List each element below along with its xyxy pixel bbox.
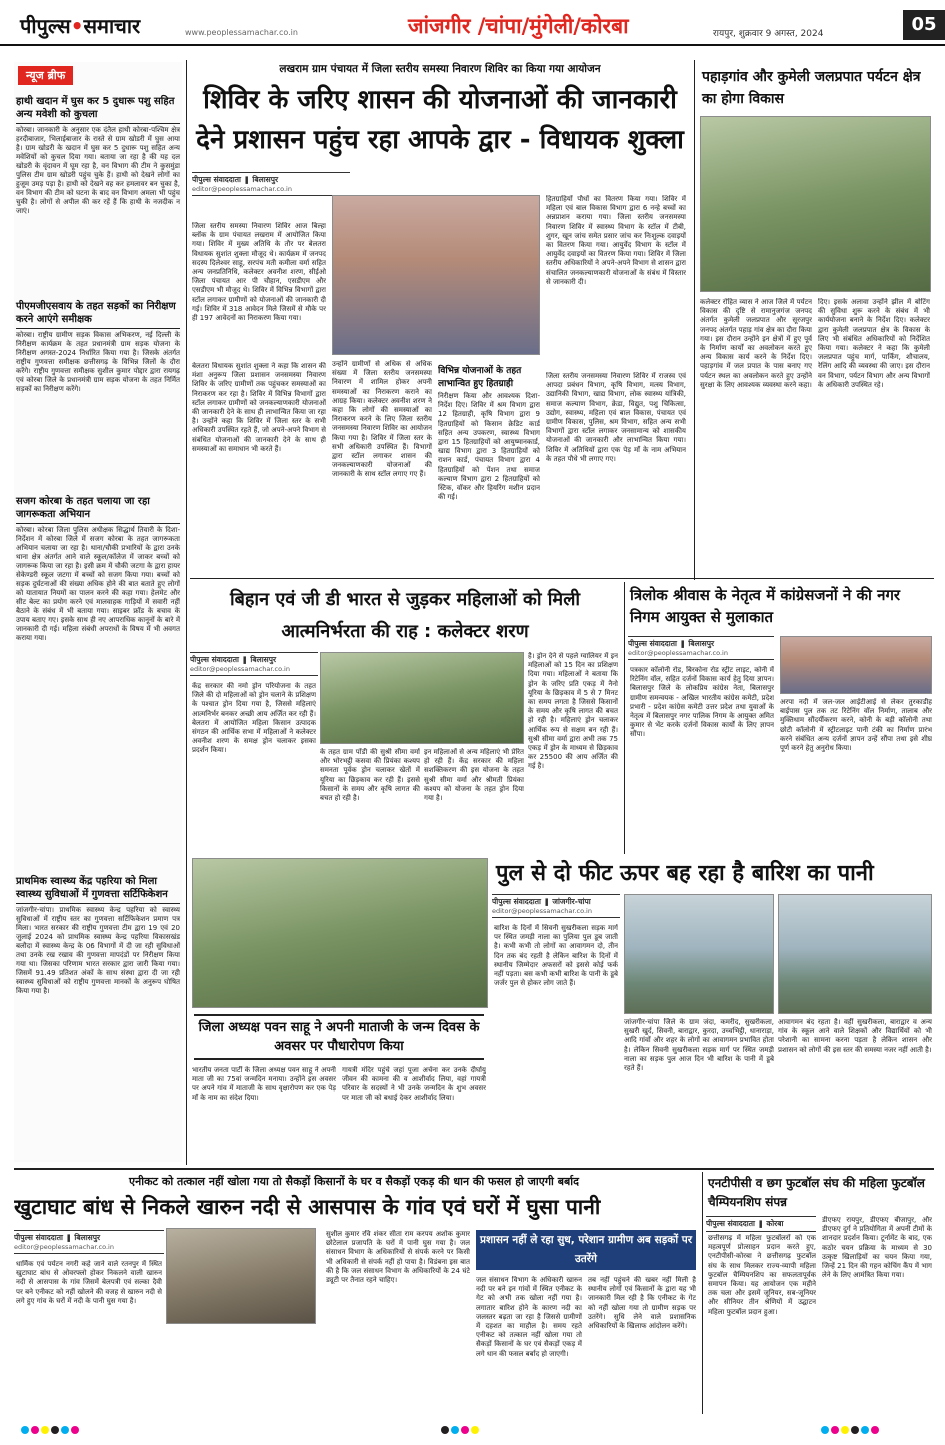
column-divider <box>702 1172 703 1414</box>
pul-story <box>492 856 934 1166</box>
brief-item <box>14 294 182 489</box>
bihan-col-4: है। ड्रोन देने से पहले ग्वालियर में इन महिलाओं को 15 दिन का प्रशिक्षण दिया गया। महिलाओं ने बताया कि ड्रोन के जरिए प्रति एकड़ में नैनो यूरिया के छिड़काव में 5 से 7 मिनट का समय लगता है जिससे किसानों के समय और कृषि लागत की बचत हो रही है। महिलाएं ड्रोन चलाकर आर्थिक रूप से सक्षम बन रही हैं। सुश्री सीमा वर्मा द्वारा अभी तक 75 एकड़ में ड्रोन के माध्यम से छिड़काव कर 25500 की आय अर्जित की गई है। <box>528 652 618 771</box>
khutaghat-col-1: धार्मिक एवं पर्यटन नगरी कहे जाने वाले रतनपुर में स्थित खुटाघाट बांध से ओवरफ्लो होकर निकलने वाली खारुन नदी से आसपास के गांव जिसमें बेलपत्री एवं सल्का दैवी पर बने एनीकट को नहीं खोलने की वजह से खारुन नदी से लगे हुए गांव के घरों में नदी के पानी घुस गया है। <box>16 1260 162 1305</box>
lead-col-3 <box>438 360 540 574</box>
pul-byline <box>492 894 620 918</box>
bihan-col-1: केंद्र सरकार की नमो ड्रोन परियोजना के तहत जिले की दो महिलाओं को ड्रोन चलाने के प्रशिक्षण के पश्चात ड्रोन दिया गया है, जिससे महिलाएं आत्मनिर्भर बनकर अच्छी आय अर्जित कर रही हैं। बेलतरा में आयोजित महिला किसान उत्पादक संगठन की आर्थिक सभा में महिलाओं ने कलेक्टर अवनीश शरण के समक्ष ड्रोन चलाकर इसका प्रदर्शन किया। <box>192 682 316 755</box>
bihan-byline <box>190 652 318 676</box>
football-story <box>706 1172 934 1414</box>
registration-dots-right <box>820 1416 880 1438</box>
football-byline-block <box>706 1216 816 1232</box>
pawan-story <box>190 856 488 1166</box>
section-rule <box>14 1168 934 1170</box>
brief-title: प्राथमिक स्वास्थ्य केंद्र पहरिया को मिला स्वास्थ्य सुविधाओं में गुणवत्ता सर्टिफिकेशन <box>16 875 180 904</box>
pul-byline-block <box>492 894 620 918</box>
pul-col-1: बारिश के दिनों में सिवनी सुखरीकला सड़क मार्ग पर स्थित जमड़ी नाला का पुलिया पुल डूब जाती है। कभी कभी तो लोगों का आवागमन दो, तीन दिन तक बंद रहती है लेकिन बारिश के दिनों में स्थानीय जिम्मेदार अफसरों को इससे कोई फर्क नहीं पड़ता। बस कभी कभी बारिश के पानी के डूबे जर्जर पुल से होकर लोग जाते हैं। <box>494 924 618 988</box>
news-brief-sidebar <box>14 62 182 1162</box>
trilok-byline <box>628 636 774 660</box>
brief-body: जांजगीर-चांपा। प्राथमिक स्वास्थ्य केन्द्र पहरिया को स्वास्थ्य सुविधाओं में राष्ट्रीय स्तर का गुणवत्ता सर्टिफिकेशन प्रमाण पत्र मिला। भारत सरकार की राष्ट्रीय गुणवत्ता टीम द्वारा 19 एवं 20 जुलाई 2024 को प्राथमिक स्वास्थ्य केन्द्र पहरिया विकासखंड बलौदा में स्वास्थ्य केन्द्र के 06 विभागों में दी जा रही सुविधाओं तथा उनके रख रखाव की गुणवत्ता मापदंडों पर निरीक्षण किया गया था। जिसका परिणाम भारत सरकार द्वारा जारी किया गया। जिसमें 91.49 प्रतिशत अंकों के साथ संस्था द्वारा दी जा रही स्वास्थ्य सुविधाओं को राष्ट्रीय गुणवत्ता मानकों के अनुरूप घोषित किया गया है। <box>16 906 180 995</box>
brand-name-b: समाचार <box>83 14 141 38</box>
pul-email[interactable]: editor@peoplessamachar.co.in <box>492 907 592 915</box>
lead-subhead: विभिन्न योजनाओं के तहत लाभान्वित हुए हितग्राही <box>438 366 522 389</box>
lead-byline-block <box>192 172 350 196</box>
trilok-photo <box>780 636 932 694</box>
khutaghat-photo <box>166 1228 316 1324</box>
brief-item <box>14 869 182 1139</box>
bihan-headline: बिहान एवं जी डी भारत से जुड़कर महिलाओं को मिली आत्मनिर्भरता की राह : कलेक्टर शरण <box>229 589 581 642</box>
pul-col-3: आवागमन बंद रहता है। वहीं सुखरीकला, बाराद्वार व अन्य गांव के स्कूल आने वाले शिक्षकों और विद्यार्थियों को भी परेशानी का सामना करना पड़ता है लेकिन शासन और प्रशासन को लोगों की इस स्तर की समस्या नजर नहीं आती है। <box>778 1018 932 1054</box>
column-divider <box>694 60 695 580</box>
lead-story <box>190 60 690 575</box>
trilok-email[interactable]: editor@peoplessamachar.co.in <box>628 649 728 657</box>
brief-item <box>14 489 182 869</box>
brand-separator: • <box>70 14 84 38</box>
football-byline: पीपुल्स संवाददाता ❚ कोरबा <box>706 1216 816 1232</box>
pahadgaon-col-2: दिए। इसके अलावा उन्होंने झील में बोटिंग की सुविधा शुरू करने के संबंध में भी कार्ययोजना बनाने के निर्देश दिए। कलेक्टर द्वारा कुमेली जलप्रपात क्षेत्र के विकास के लिए भी संबंधित अधिकारियों को निर्देशित किया गया। कलेक्टर ने कहा कि कुमेली जलप्रपात पहुंच मार्ग, पार्किंग, शौचालय, रेलिंग आदि की व्यवस्था की जाए। इस दौरान वन विभाग, पर्यटन विभाग और अन्य विभागों के अधिकारी उपस्थित रहे। <box>818 298 930 389</box>
lead-col-1: जिला स्तरीय समस्या निवारण शिविर आज बिल्हा ब्लॉक के ग्राम पंचायत लखराम में आयोजित किया गया। शिविर में मुख्य अतिथि के तौर पर बेलतरा विधायक सुशांत शुक्ला मौजूद थे। कार्यक्रम में जनपद सदस्य दिलेश्वर साहू, सरपंच मती कमीला वर्मा सहित अन्य जनप्रतिनिधि, कलेक्टर अवनीश शरण, सीईओ जिला पंचायत आर पी चौहान, एसडीएम और एसडीएम भी मौजूद थे। शिविर में विभिन्न विभागों द्वारा स्टॉल लगाकर ग्रामीणों को योजनाओं की जानकारी दी गई। शिविर में 318 आवेदन मिले जिसमें से मौके पर ही 197 आवेदनों का निराकरण किया गया। <box>192 222 326 323</box>
lead-email[interactable]: editor@peoplessamachar.co.in <box>192 185 292 193</box>
khutaghat-kicker: एनीकट को तत्काल नहीं खोला गया तो सैकड़ों किसानों के घर व सैकड़ों एकड़ की धान की फसल हो जाएगी बर्बाद <box>129 1175 579 1188</box>
lead-col-2: उन्होंने ग्रामीणों से अधिक से अधिक संख्या में जिला स्तरीय जनसमस्या निवारण में शामिल होकर अपनी समस्याओं का निराकरण कराने का आग्रह किया। कलेक्टर अवनीश शरण ने कहा कि लोगों की समस्याओं का निराकरण करने के लिए जिला स्तरीय जनसमस्या निवारण शिविर का आयोजन किया गया है। शिविर में जिला स्तर के सभी अधिकारी उपस्थित हैं। विभागों द्वारा स्टॉल लगाकर शासन की जनकल्याणकारी योजनाओं की जानकारी के साथ स्टॉल लगाए गए हैं। <box>332 360 432 479</box>
khutaghat-story <box>14 1172 698 1414</box>
bihan-byline-text: पीपुल्स संवाददाता ❚ बिलासपुर <box>190 655 277 664</box>
lead-headline: शिविर के जरिए शासन की योजनाओं की जानकारी देने प्रशासन पहुंच रहा आपके द्वार - विधायक शुक्ला <box>196 85 684 155</box>
site-url[interactable]: www.peoplessamachar.co.in <box>185 28 298 37</box>
pawan-col-2: गायत्री मंदिर पहुंचे जहां पूजा अर्चना कर उनके दीर्घायु जीवन की कामना की व आशीर्वाद लिया, वहां गायत्री परिवार के सदस्यों ने भी उनके जन्मदिन के शुभ अवसर पर माता जी को बधाई देकर आशीर्वाद लिया। <box>342 1066 486 1102</box>
lead-col-5: जिला स्तरीय जनसमस्या निवारण शिविर में राजस्व एवं आपदा प्रबंधन विभाग, कृषि विभाग, मत्स्य विभाग, उद्यानिकी विभाग, खाद्य विभाग, लोक स्वास्थ्य यांत्रिकी, समाज कल्याण विभाग, क्रेडा, विद्युत, पशु चिकित्सा, उद्योग, स्वास्थ्य, महिला एवं बाल विकास, पंचायत एवं ग्रामीण विकास, पुलिस, श्रम विभाग, सहित अन्य सभी विभागों द्वारा स्टॉल लगाकर जनसामान्य को शासकीय योजनाओं की जानकारी और लाभान्वित किया गया। शिविर में अतिथियों द्वारा एक पेड़ माँ के नाम अभियान के तहत पौधे भी लगाए गए। <box>546 372 686 463</box>
khutaghat-col-2: सुशील कुमार रवि शंकर सीता राम करपय अशोक कुमार छोटेलाल प्रजापति के घरों में पानी घुस गया है। जल संसाधन विभाग के अधिकारियों से संपर्क करने पर किसी भी अधिकारी से संपर्क नहीं हो पाया है। विडंबना इस बात की है कि जल संसाधन विभाग के अधिकारियों के 24 घंटे ड्यूटी पर तैनात रहने चाहिए। <box>326 1230 470 1285</box>
pawan-headline: जिला अध्यक्ष पवन साहू ने अपनी माताजी के जन्म दिवस के अवसर पर पौधारोपण किया <box>194 1014 484 1060</box>
brief-body: कोरबा। जानकारी के अनुसार एक दंतैल हाथी कोरबा-पश्चिम क्षेत्र हरदीबाजार, भिलाईबाजार के रास्ते से ग्राम खोडरी में घुस आया है। ग्राम खोडरी के खदान में घुस कर 5 दुधारू पशु सहित अन्य मवेशियों को कुचल दिया गया। बताया जा रहा है की यह दल खोडरी के वृंदावन में घूम रहा है, वन विभाग की टीम ने कुसमुंडा पुलिस टीम ग्राम खोडरी पहुंच चुके हैं। हाथी को देखने लोगों का हुजूम उमड़ पड़ा है। हाथी को देखने वह कर हमलावर बन चुका है, वन विभाग की टीम को घटना के बाद वन विभाग अमला भी पहुंच चुकी है। लोगों से अपील की कर रहें हैं कि हाथी के नजदीक न जाएं। <box>16 126 180 215</box>
lead-col-4: हितग्राहियों पौधों का वितरण किया गया। शिविर में महिला एवं बाल विकास विभाग द्वारा 6 नन्हे बच्चों का अन्नप्राशन कराया गया। जिला स्तरीय जनसमस्या निवारण शिविर में स्वास्थ्य विभाग के स्टॉल में टीबी, शुगर, खून जांच समेत प्रसार जांच कर निःशुल्क दवाइयों का वितरण किया गया। आयुर्वेद विभाग के स्टॉल में आयुर्वेद दवाइयों का वितरण किया गया। शिविर में जिला स्तरीय अधिकारियों ने अपने-अपने विभाग से शासन द्वारा संचालित जनकल्याणकारी योजनाओं के संबंध में विस्तार से जानकारी दी। <box>546 195 686 286</box>
trilok-col-2: अरपा नदी में जल-जल आईटीआई से लेकर तुरकाडीह बाईपास पुल तक तट रिटेनिंग वॉल निर्माण, तालाब और मुक्तिधाम सौंदर्यीकरण करने, कोनी के बड़ी कॉलोनी तथा छोटी कॉलोनी में स्ट्रीटलाइट पानी टंकी का निर्माण प्रारंभ करने संबंधित अन्य दर्जनों ज्ञापन उन्हें सौंपा तथा इसे शीघ्र पूर्ण करने हेतु अनुरोध किया। <box>780 698 932 753</box>
pul-photo-1 <box>624 894 774 1014</box>
section-rule <box>190 578 934 579</box>
khutaghat-headline: खुटाघाट बांध से निकले खारुन नदी से आसपास के गांव एवं घरों में घुसा पानी <box>14 1195 601 1219</box>
khutaghat-byline-text: पीपुल्स संवाददाता ❚ बिलासपुर <box>14 1233 101 1242</box>
pawan-photo <box>192 858 488 1008</box>
khutaghat-byline-block <box>14 1230 164 1254</box>
bihan-byline-block <box>190 652 318 676</box>
brand-name-a: पीपुल्स <box>20 14 71 38</box>
pul-byline-text: पीपुल्स संवाददाता ❚ जांजगीर-चांपा <box>492 897 591 906</box>
news-brief-tag: न्यूज ब्रीफ <box>18 66 73 85</box>
trilok-byline-text: पीपुल्स संवाददाता ❚ बिलासपुर <box>628 639 715 648</box>
khutaghat-highlight-box: प्रशासन नहीं ले रहा सुध, परेशान ग्रामीण अब सड़कों पर उतरेंगे <box>476 1230 696 1270</box>
brief-item <box>14 89 182 294</box>
lead-byline <box>192 172 350 196</box>
brief-title: पीएमजीएसवाय के तहत सड़कों का निरीक्षण करने आएंगे समीक्षक <box>16 300 180 329</box>
football-col-1: छत्तीसगढ़ में महिला फुटबॉलरों को एक महत्वपूर्ण प्रोत्साहन प्रदान करते हुए, एनटीपीसी-कोरबा ने छत्तीसगढ़ फुटबॉल संघ के साथ मिलकर राज्य-व्यापी महिला फुटबॉल चैम्पियनशिप का सफलतापूर्वक समापन किया। यह आयोजन एक महीने तक चला और इसमें जूनियर, सब-जूनियर और सीनियर तीन श्रेणियों में उद्घाटन महिला फुटबॉल प्रदान हुआ। <box>708 1234 816 1316</box>
brief-title: सजग कोरबा के तहत चलाया जा रहा जागरूकता अभियान <box>16 495 180 524</box>
khutaghat-email[interactable]: editor@peoplessamachar.co.in <box>14 1243 114 1251</box>
football-headline: एनटीपीसी व छग फुटबॉल संघ की महिला फुटबॉल चैम्पियनशिप संपन्न <box>708 1176 925 1209</box>
bihan-col-3: इन महिलाओं से अन्य महिलाएं भी प्रेरित हो रही हैं। केंद्र सरकार की महिला सशक्तिकरण की इस योजना के तहत सुश्री सीमा वर्मा और श्रीमती प्रियंका कश्यप को योजना के तहत ड्रोन दिया गया है। <box>424 748 524 803</box>
pahadgaon-col-1: कलेक्टर रोहित व्यास ने आज जिले में पर्यटन विकास की दृष्टि से रामानुजगंज जनपद अंतर्गत कुमेली जलप्रपात और सूरजपुर जनपद अंतर्गत पहाड़ गांव क्षेत्र का दौरा किया गया। इस दौरान उन्होंने इन क्षेत्रों में हुए पूर्व के निर्माण कार्यों का अवलोकन करते हुए अन्य विकास कार्य करने के निर्देश दिए। पहाड़गांव में जल प्रपात के पास बनाए गए पर्यटन स्थल का अवलोकन करते हुए उन्होंने सुरक्षा के लिए आवश्यक व्यवस्था करने कहा। <box>700 298 812 389</box>
pawan-col-1: भारतीय जनता पार्टी के जिला अध्यक्ष पवन साहू ने अपनी माता जी का 75वां जन्मदिन मनाया। उन्होंने इस अवसर पर अपने गांव में माताजी के साथ वृक्षारोपण कर एक पेड़ माँ के नाम का संदेश दिया। <box>192 1066 336 1102</box>
khutaghat-col-3: जल संसाधन विभाग के अधिकारी खारुन नदी पर बने इन गांवों में स्थित एनीकट के गेट को अभी तक खोला नहीं गया है। लगातार बारिश होने के कारण नदी का जलस्तर बढ़ता जा रहा है जिससे ग्रामीणों में दहशत का माहौल है। समय रहते एनीकट को तत्काल नहीं खोला गया तो सैकड़ों किसानों के घर एवं सैकड़ों एकड़ में लगे धान की फसल बर्बाद हो जाएगी। <box>476 1276 582 1358</box>
brief-body: कोरबा। राष्ट्रीय ग्रामीण सड़क विकास अभिकरण, नई दिल्ली के निरीक्षण कार्यक्रम के तहत प्रधानमंत्री ग्राम सड़क योजना के निरीक्षण अगस्त-2024 निर्धारित किया गया है। जिसके अंतर्गत राष्ट्रीय गुणवत्ता समीक्षक छत्तीसगढ़ के विभिन्न जिलों के दौरा करेंगे। राष्ट्रीय गुणवत्ता समीक्षक सुशील कुमार पोद्दार द्वारा रायगढ़ एवं कोरबा जिले के प्रधानमंत्री ग्राम सड़क योजना के तहत निर्मित सड़कों का निरीक्षण करेंगे। <box>16 331 180 393</box>
lead-kicker: लखराम ग्राम पंचायत में जिला स्तरीय समस्या निवारण शिविर का किया गया आयोजन <box>279 63 601 75</box>
bihan-story <box>190 582 620 854</box>
trilok-story <box>628 582 934 854</box>
column-divider <box>624 582 625 854</box>
trilok-headline: त्रिलोक श्रीवास के नेतृत्व में कांग्रेसजनों ने की नगर निगम आयुक्त से मुलाकात <box>630 586 901 626</box>
pul-headline: पुल से दो फीट ऊपर बह रहा है बारिश का पानी <box>496 861 874 886</box>
page-number: 05 <box>903 10 945 40</box>
sidebar-divider <box>186 60 187 1165</box>
registration-dots-center <box>440 1416 480 1438</box>
pahadgaon-story <box>698 60 933 575</box>
pul-col-2: जांजगीर-चांपा जिले के ग्राम जंदा, कमरीद, सुखरीकला, सुखरी खुर्द, सिवनी, बाराद्वार, कुरदा, उच्चभिट्ठी, धानाराड़ा, आदि गांवों और शहर के लोगों का आवागमन प्रभावित होता है। लेकिन सिवनी सुखरीकला सड़क मार्ग पर स्थित जमड़ी नाला का सड़क पुल आज दिन भी बारिश के पानी में डूबे रहते हैं। <box>624 1018 774 1073</box>
trilok-col-1: पत्रकार कॉलोनी रोड, बिरकोना रोड स्ट्रीट लाइट, कोनी में रिटेनिंग वॉल, सहित दर्जनों विकास कार्य हेतु दिया ज्ञापन। बिलासपुर जिले के लोकप्रिय कांग्रेस नेता, बिलासपुर ग्रामीण समन्वयक - अखिल भारतीय कांग्रेस कमेटी, प्रदेश प्रभारी - प्रदेश कांग्रेस कमेटी उत्तर प्रदेश तथा युवाओं के नेतृत्व में बिलासपुर नगर पालिक निगम के आयुक्त अमित कुमार से भेंट करके दर्जनों विकास कार्यों के लिए ज्ञापन सौंपा। <box>630 666 774 739</box>
brief-title: हाथी खदान में घुस कर 5 दुधारू पशु सहित अन्य मवेशी को कुचला <box>16 95 180 124</box>
masthead <box>0 0 945 46</box>
pul-photo-2 <box>778 894 932 1014</box>
khutaghat-col-4: तब नहीं पहुंचने की खबर नहीं मिली है स्थानीय लोगों एवं किसानों के द्वारा यह भी जानकारी मिल रही है कि एनीकट के गेट को नहीं खोला गया तो ग्रामीण सड़क पर उतरेंगे। सुधि लेने वाले प्रशासनिक अधिकारियों के खिलाफ आंदोलन करेंगे। <box>588 1276 696 1331</box>
bihan-email[interactable]: editor@peoplessamachar.co.in <box>190 665 290 673</box>
pahadgaon-photo <box>700 116 931 292</box>
lead-byline-text: पीपुल्स संवाददाता ❚ बिलासपुर <box>192 175 279 184</box>
lead-col-1b: बेलतरा विधायक सुशांत शुक्ला ने कहा कि शासन की मंशा अनुरूप जिला प्रशासन जनसमस्या निवारण शिविर के जरिए ग्रामीणों तक पहुंचकर समस्याओं का निराकरण कर रहा है। शिविर में विभिन्न विभागों द्वारा स्टॉल लगाकर ग्रामीणों को जनकल्याणकारी योजनाओं की जानकारी देने के साथ ही लाभान्वित किया जा रहा है। उन्होंने कहा कि शिविर में जिला स्तर के सभी अधिकारी उपस्थित रहते हैं, जो अपने-अपने विभाग से संबंधित योजनाओं की जानकारी देने के साथ ही समस्याओं का समाधान भी करते हैं। <box>192 362 326 453</box>
registration-dots-left <box>20 1416 80 1438</box>
brand-logo <box>20 12 140 39</box>
brief-body: कोरबा। कोरबा जिला पुलिस अधीक्षक सिद्धार्थ तिवारी के दिशा-निर्देशन में कोरबा जिले में सजग कोरबा के तहत जागरूकता अभियान चलाया जा रहा है। थाना/चौकी प्रभारियों के द्वारा उनके थाना क्षेत्र अंतर्गत आने वाले स्कूल/कॉलेज में जाकर बच्चों को जागरूक किया जा रहा है। इसी क्रम में चौकी जटगा के द्वारा हायर सेकेण्डरी स्कूल जटगा में बच्चों को सजग किया गया। बच्चों को सड़क दुर्घटनाओं की संख्या अधिक होने की बात बताते हुए लोगों को यातायात नियमों का पालन करने की कहा गया। हेलमेट और सीट बेल्ट का प्रयोग करने एवं मालवाहक गाड़ियों में सवारी नहीं बैठाने के संबंध में भी बताया गया। साइबर फ्रॉड के बचाव के उपाय बताए गए। इसके साथ ही नए आपराधिक कानूनों के बारे में जानकारी दी गई। महिला संबंधी अपराधों के विषय में भी अवगत कराया गया। <box>16 526 180 642</box>
bihan-col-2: के तहत ग्राम पोंडी की सुश्री सीमा वर्मा और भोरभट्ठी कसवा की प्रियंका कश्यप समनता पूर्वक ड्रोन चलाकर खेतों में यूरिया का छिड़काव कर रही हैं। इससे किसानों के समय और कृषि लागत की बचत हो रही है। <box>320 748 420 803</box>
trilok-byline-block <box>628 636 774 660</box>
lead-col-3-text: निरीक्षण किया और आवश्यक दिशा-निर्देश दिए। शिविर में श्रम विभाग द्वारा 12 हितग्राही, कृषि विभाग द्वारा 9 हितग्राहियों को किसान क्रेडिट कार्ड सहित अन्य उपकरण, स्वास्थ्य विभाग द्वारा 15 हितग्राहियों को आयुष्मानकार्ड, खाद्य विभाग द्वारा 3 हितग्राहियों को राशन कार्ड, पंचायत विभाग द्वारा 4 हितग्राहियों को पेंशन तथा समाज कल्याण विभाग द्वारा 2 हितग्राहियों को स्टिक, वॉकर और हियरिंग मशीन प्रदान की गई। <box>438 392 540 502</box>
print-registration-strip <box>0 1416 945 1445</box>
bihan-photo <box>320 652 524 744</box>
region-title: जांजगीर /चांपा/मुंगेली/कोरबा <box>408 14 629 38</box>
lead-photo <box>332 195 540 355</box>
khutaghat-byline <box>14 1230 164 1254</box>
pahadgaon-headline: पहाड़गांव और कुमेली जलप्रपात पर्यटन क्षेत्र का होगा विकास <box>702 69 921 107</box>
dateline: रायपुर, शुक्रवार 9 अगस्त, 2024 <box>713 29 824 39</box>
football-col-2: डीएफए रायपुर, डीएफए बीजापुर, और डीएफए दुर्ग ने प्रतियोगिता में अपनी टीमों के शानदार प्रदर्शन किया। टूर्नामेंट के बाद, एक कठोर चयन प्रक्रिया के माध्यम से 30 उत्कृष्ट खिलाड़ियों का चयन किया गया, जिन्हें 21 दिन की गहन कोचिंग कैंप में भाग लेने के लिए आमंत्रित किया गया। <box>822 1216 932 1280</box>
